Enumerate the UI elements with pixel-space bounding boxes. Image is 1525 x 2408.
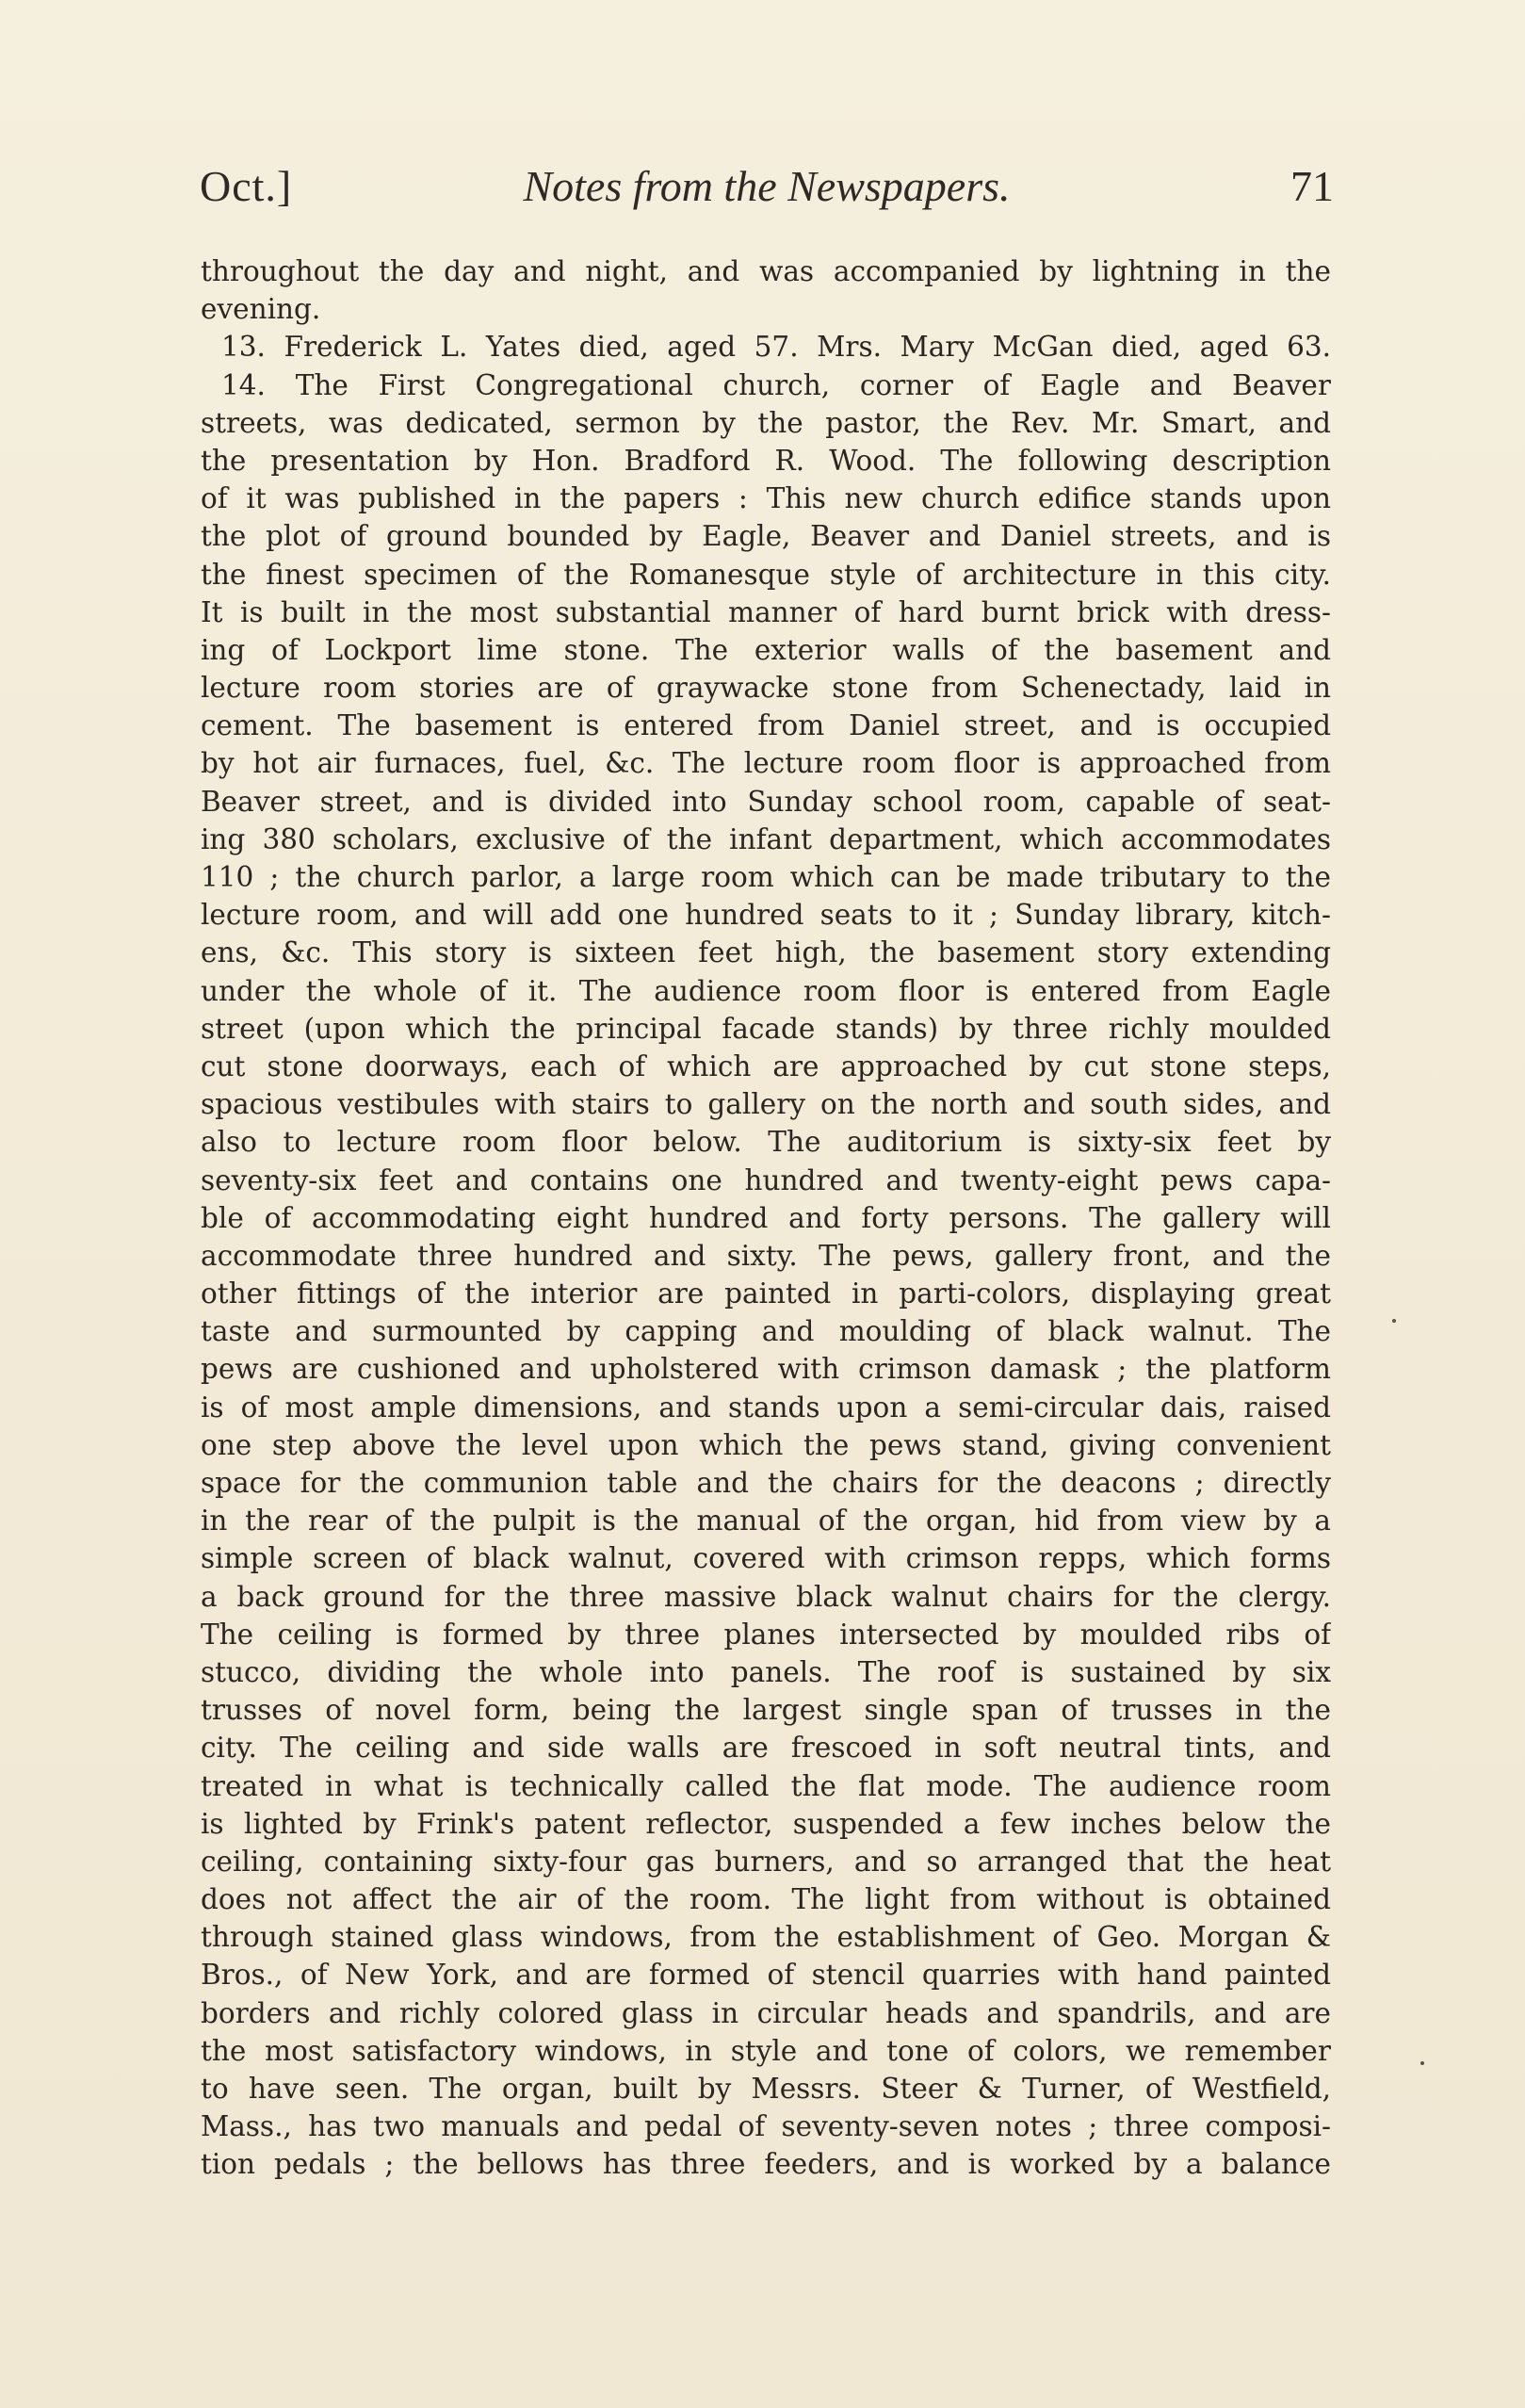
body-text (201, 252, 1331, 2184)
text-line: It is built in the most substantial manner of hard burnt brick with dress- (201, 595, 1331, 628)
text-line: ble of accommodating eight hundred and forty persons. The gallery will (201, 1201, 1331, 1234)
text-line: cement. The basement is entered from Daniel street, and is occupied (201, 709, 1331, 742)
text-line: the most satisfactory windows, in style and tone of colors, we remember (201, 2034, 1331, 2067)
text-line: ing of Lockport lime stone. The exterior walls of the basement and (201, 633, 1331, 666)
text-line: spacious vestibules with stairs to gallery on the north and south sides, and (201, 1088, 1331, 1121)
text-line: ceiling, containing sixty-four gas burners, and so arranged that the heat (201, 1845, 1331, 1878)
text-line: Bros., of New York, and are formed of stencil quarries with hand painted (201, 1959, 1331, 1992)
text-line: does not affect the air of the room. The light from without is obtained (201, 1883, 1331, 1916)
text-line: pews are cushioned and upholstered with crimson damask ; the platform (201, 1353, 1331, 1386)
text-line: streets, was dedicated, sermon by the pastor, the Rev. Mr. Smart, and (201, 406, 1331, 439)
text-line: 14. The First Congregational church, corner of Eagle and Beaver (221, 368, 1331, 401)
text-line: Mass., has two manuals and pedal of seventy-seven notes ; three composi- (201, 2110, 1331, 2143)
text-line: of it was published in the papers : This new church edifice stands upon (201, 482, 1331, 515)
text-line: The ceiling is formed by three planes intersected by moulded ribs of (201, 1618, 1331, 1651)
text-line: trusses of novel form, being the largest single span of trusses in the (201, 1694, 1331, 1727)
text-line: one step above the level upon which the pews stand, giving convenient (201, 1428, 1331, 1461)
text-line: lecture room, and will add one hundred seats to it ; Sunday library, kitch- (201, 899, 1331, 932)
text-line: throughout the day and night, and was accompanied by lightning in the (201, 255, 1331, 287)
text-line: 13. Frederick L. Yates died, aged 57. Mrs. Mary McGan died, aged 63. (221, 331, 1331, 364)
text-line: the plot of ground bounded by Eagle, Beaver and Daniel streets, and is (201, 520, 1331, 553)
text-line: through stained glass windows, from the establishment of Geo. Morgan & (201, 1921, 1331, 1954)
page-number: 71 (1290, 162, 1334, 210)
text-line: tion pedals ; the bellows has three feeders, and is worked by a balance (201, 2148, 1331, 2181)
text-line: taste and surmounted by capping and moulding of black walnut. The (201, 1315, 1331, 1348)
text-line: the finest specimen of the Romanesque style of architecture in this city. (201, 558, 1331, 591)
text-line: evening. (201, 293, 321, 326)
text-line: is lighted by Frink's patent reflector, suspended a few inches below the (201, 1807, 1331, 1840)
text-line: other fittings of the interior are painted in parti-colors, displaying great (201, 1277, 1331, 1310)
text-line: to have seen. The organ, built by Messrs. Steer & Turner, of Westfield, (201, 2073, 1331, 2105)
text-line: borders and richly colored glass in circular heads and spandrils, and are (201, 1996, 1331, 2029)
text-line: ens, &c. This story is sixteen feet high, the basement story extending (201, 936, 1331, 969)
text-line: lecture room stories are of graywacke stone from Schenectady, laid in (201, 672, 1331, 705)
text-line: city. The ceiling and side walls are frescoed in soft neutral tints, and (201, 1732, 1331, 1765)
text-line: ing 380 scholars, exclusive of the infant department, which accommodates (201, 822, 1331, 855)
text-line: is of most ample dimensions, and stands upon a semi-circular dais, raised (201, 1391, 1331, 1424)
text-line: by hot air furnaces, fuel, &c. The lecture room floor is approached from (201, 747, 1331, 780)
text-line: in the rear of the pulpit is the manual of the organ, hid from view by a (201, 1505, 1331, 1538)
text-line: also to lecture room floor below. The auditorium is sixty-six feet by (201, 1126, 1331, 1159)
text-line: accommodate three hundred and sixty. The pews, gallery front, and the (201, 1239, 1331, 1272)
text-line: stucco, dividing the whole into panels. The roof is sustained by six (201, 1655, 1331, 1688)
text-line: cut stone doorways, each of which are approached by cut stone steps, (201, 1049, 1331, 1082)
text-line: street (upon which the principal facade stands) by three richly moulded (201, 1012, 1331, 1045)
text-line: the presentation by Hon. Bradford R. Wood. The following description (201, 444, 1331, 477)
margin-speck (1420, 2061, 1424, 2065)
text-line: a back ground for the three massive black walnut chairs for the clergy. (201, 1580, 1331, 1613)
text-line: seventy-six feet and contains one hundred and twenty-eight pews capa- (201, 1163, 1331, 1196)
text-line: treated in what is technically called the flat mode. The audience room (201, 1769, 1331, 1802)
text-line: Beaver street, and is divided into Sunday school room, capable of seat- (201, 785, 1331, 818)
text-line: 110 ; the church parlor, a large room which can be made tributary to the (201, 861, 1331, 893)
margin-speck (1392, 1319, 1396, 1323)
text-line: space for the communion table and the chairs for the deacons ; directly (201, 1467, 1331, 1499)
header-title: Notes from the Newspapers. (523, 162, 1011, 210)
header-month: Oct.] (200, 162, 293, 210)
running-header (200, 158, 1334, 215)
text-line: simple screen of black walnut, covered with crimson repps, which forms (201, 1542, 1331, 1575)
text-line: under the whole of it. The audience room floor is entered from Eagle (201, 974, 1331, 1007)
